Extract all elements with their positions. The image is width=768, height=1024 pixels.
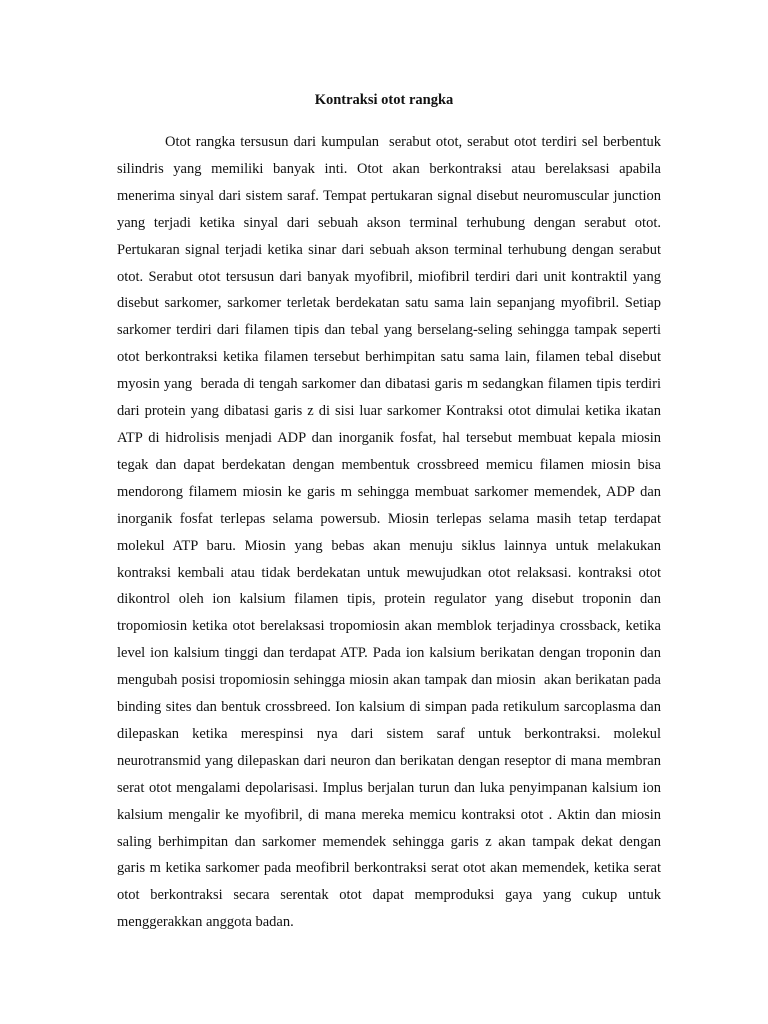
body-paragraph: Otot rangka tersusun dari kumpulan serabut otot, serabut otot terdiri sel berbentuk silindris yang memiliki banyak inti. Otot akan berkontraksi atau berelaksasi apabila menerima sinyal dari sistem saraf. Tempat pertukaran signal disebut neuromuscular junction yang terjadi ketika sinyal dari sebuah akson terminal terhubung dengan serabut otot. Pertukaran signal terjadi ketika sinar dari sebuah akson terminal terhubung dengan serabut otot. Serabut otot tersusun dari banyak myofibril, miofibril terdiri dari unit kontraktil yang disebut sarkomer, sarkomer terletak berdekatan satu sama lain sepanjang myofibril. Setiap sarkomer terdiri dari filamen tipis dan tebal yang berselang-seling sehingga tampak seperti otot berkontraksi ketika filamen tersebut berhimpitan satu sama lain, filamen tebal disebut myosin yang berada di tengah sarkomer dan dibatasi garis m sedangkan filamen tipis terdiri dari protein yang dibatasi garis z di sisi luar sarkomer Kontraksi otot dimulai ketika ikatan ATP di hidrolisis menjadi ADP dan inorganik fosfat, hal tersebut membuat kepala miosin tegak dan dapat berdekatan dengan membentuk crossbreed memicu filamen miosin bisa mendorong filamem miosin ke garis m sehingga membuat sarkomer memendek, ADP dan inorganik fosfat terlepas selama powersub. Miosin terlepas selama masih tetap terdapat molekul ATP baru. Miosin yang bebas akan menuju siklus lainnya untuk melakukan kontraksi kembali atau tidak berdekatan untuk mewujudkan otot relaksasi. kontraksi otot dikontrol oleh ion kalsium filamen tipis, protein regulator yang disebut troponin dan tropomiosin ketika otot berelaksasi tropomiosin akan memblok terjadinya crossback, ketika level ion kalsium tinggi dan terdapat ATP. Pada ion kalsium berikatan dengan troponin dan mengubah posisi tropomiosin sehingga miosin akan tampak dan miosin akan berikatan pada binding sites dan bentuk crossbreed. Ion kalsium di simpan pada retikulum sarcoplasma dan dilepaskan ketika merespinsi nya dari sistem saraf untuk berkontraksi. molekul neurotransmid yang dilepaskan dari neuron dan berikatan dengan reseptor di mana membran serat otot mengalami depolarisasi. Implus berjalan turun dan luka penyimpanan kalsium ion kalsium mengalir ke myofibril, di mana mereka memicu kontraksi otot . Aktin dan miosin saling berhimpitan dan sarkomer memendek sehingga garis z akan tampak dekat dengan garis m ketika sarkomer pada meofibril berkontraksi serat otot akan memendek, ketika serat otot berkontraksi secara serentak otot dapat memproduksi gaya yang cukup untuk menggerakkan anggota badan. [117,134,665,931]
document-title: Kontraksi otot rangka [314,92,454,108]
